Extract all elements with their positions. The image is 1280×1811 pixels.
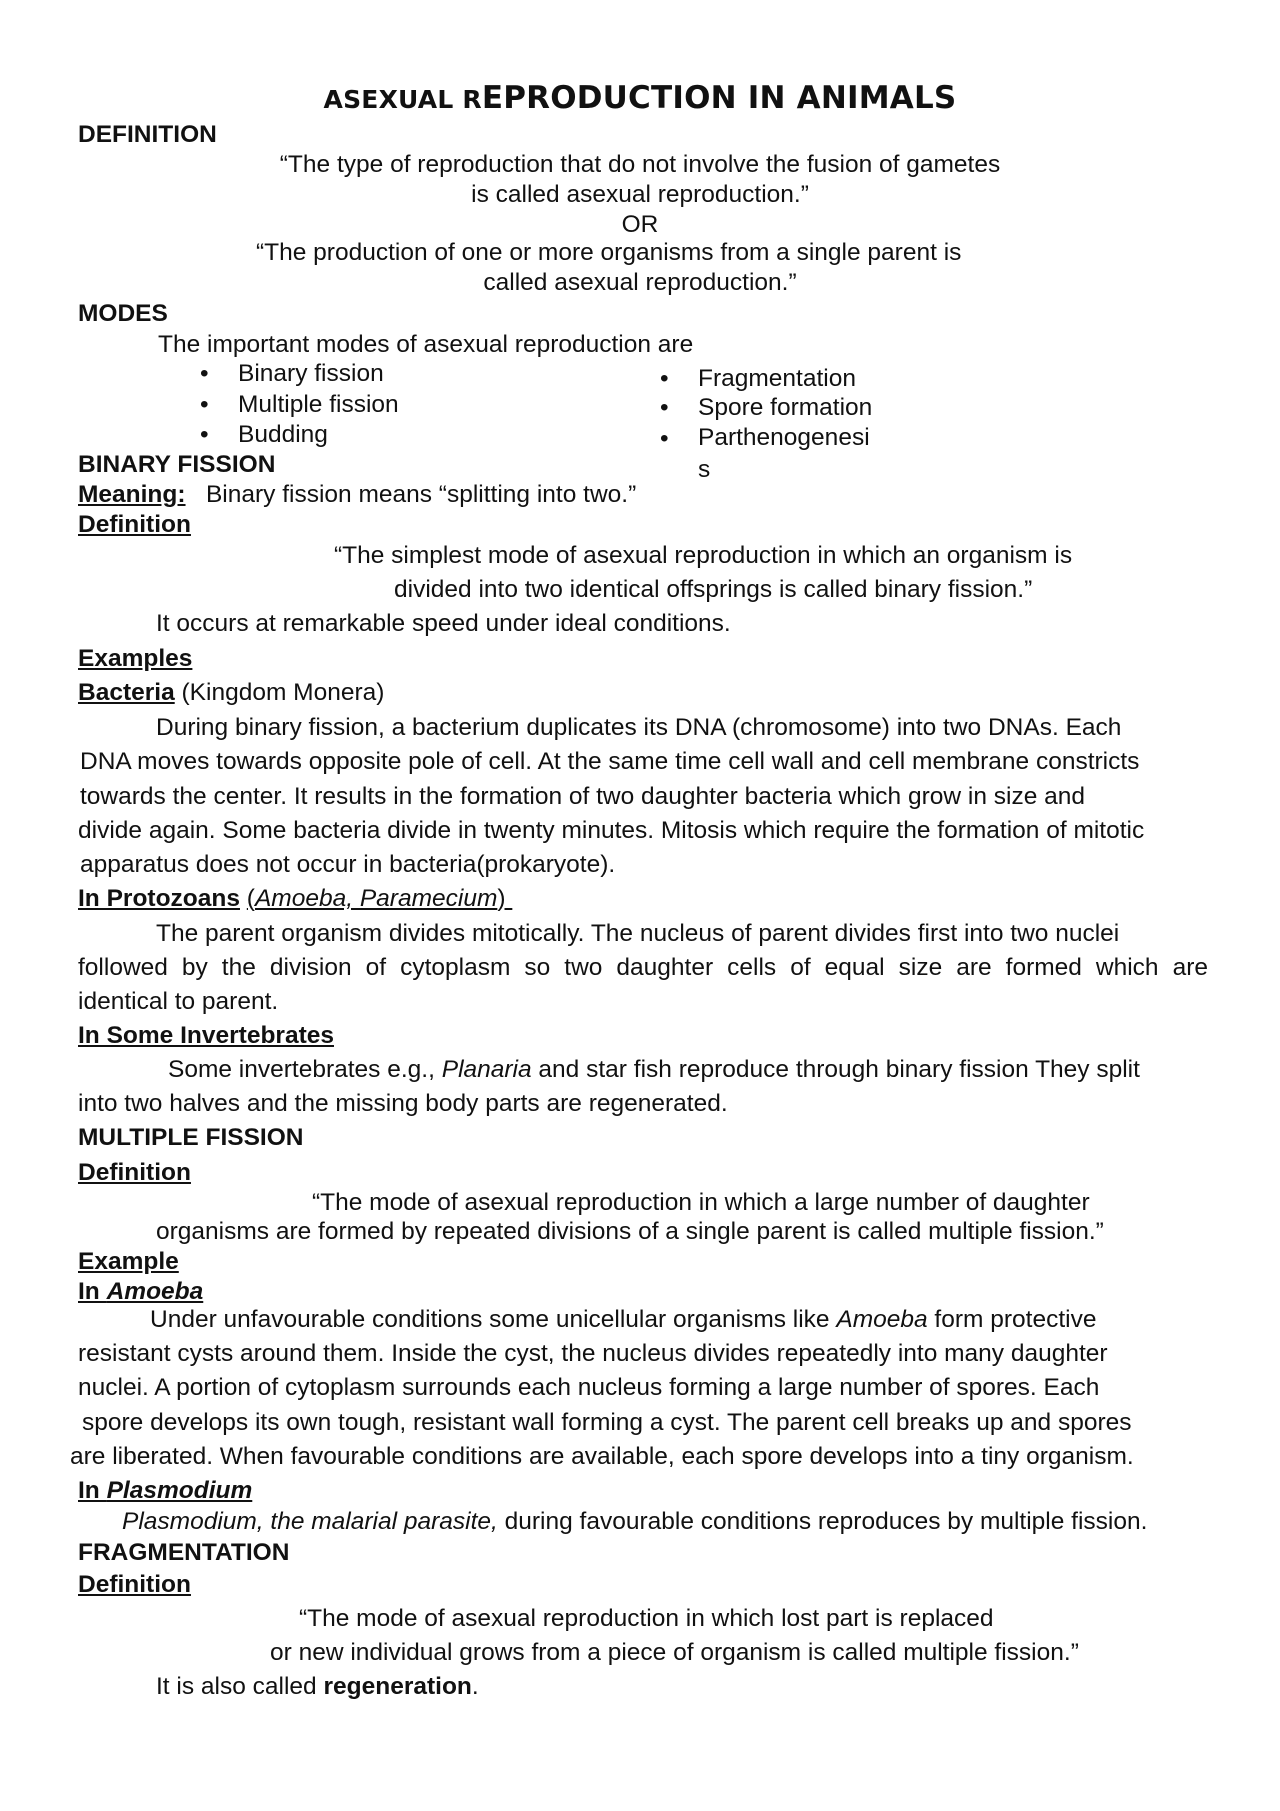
invertebrates-paragraph-line: Some invertebrates e.g., Planaria and star fish reproduce through binary fission They split [168, 1056, 1140, 1083]
invertebrates-paragraph-line: into two halves and the missing body parts are regenerated. [78, 1090, 728, 1117]
bullet-icon: • [200, 391, 209, 418]
definition-heading: DEFINITION [78, 121, 217, 148]
regeneration-note: It is also called regeneration. [156, 1673, 479, 1700]
definition-or: OR [621, 211, 659, 238]
multiple-definition-label: Definition [78, 1159, 191, 1186]
multiple-definition-line: organisms are formed by repeated divisions of a single parent is called multiple fission.” [156, 1218, 1104, 1245]
bullet-icon: • [660, 425, 669, 452]
binary-definition-label: Definition [78, 511, 191, 538]
bacteria-paragraph-line: apparatus does not occur in bacteria(prokaryote). [80, 851, 616, 878]
invertebrates-subheading: In Some Invertebrates [78, 1022, 334, 1049]
list-item: • Fragmentation [660, 362, 856, 396]
bullet-icon: • [660, 365, 669, 392]
binary-speed-note: It occurs at remarkable speed under ideal conditions. [156, 610, 731, 637]
examples-label: Examples [78, 645, 193, 672]
protozoans-paragraph-line: The parent organism divides mitotically. The nucleus of parent divides first into two nuclei [156, 920, 1120, 947]
bacteria-paragraph-line: During binary fission, a bacterium duplicates its DNA (chromosome) into two DNAs. Each [156, 714, 1122, 741]
protozoans-paragraph-line: followed by the division of cytoplasm so two daughter cells of equal size are formed which are [78, 954, 1208, 981]
fragmentation-definition-label: Definition [78, 1571, 191, 1598]
fragmentation-definition-line: or new individual grows from a piece of organism is called multiple fission.” [270, 1639, 1079, 1666]
amoeba-subheading: In Amoeba [78, 1278, 204, 1305]
plasmodium-subheading: In Plasmodium [78, 1477, 253, 1504]
definition-line: “The production of one or more organisms from a single parent is [256, 239, 962, 266]
page-title: ASEXUAL REPRODUCTION IN ANIMALS [323, 80, 957, 116]
definition-line: called asexual reproduction.” [483, 269, 797, 296]
bacteria-paragraph-line: towards the center. It results in the formation of two daughter bacteria which grow in size and [80, 783, 1086, 810]
binary-meaning: Meaning: Binary fission means “splitting into two.” [78, 481, 637, 508]
binary-definition-line: divided into two identical offsprings is called binary fission.” [394, 576, 1033, 603]
amoeba-paragraph-line: nuclei. A portion of cytoplasm surrounds each nucleus forming a large number of spores. Each [78, 1374, 1100, 1401]
list-item: • Budding [200, 418, 328, 452]
amoeba-paragraph-line: are liberated. When favourable conditions are available, each spore develops into a tiny organism. [70, 1443, 1134, 1470]
list-item: • Spore formation [660, 391, 872, 425]
definition-line: is called asexual reproduction.” [471, 181, 809, 208]
protozoans-paragraph-line: identical to parent. [78, 988, 279, 1015]
bacteria-paragraph-line: divide again. Some bacteria divide in twenty minutes. Mitosis which require the formation of mitotic [78, 817, 1145, 844]
plasmodium-paragraph-line: Plasmodium, the malarial parasite, during favourable conditions reproduces by multiple fission. [122, 1508, 1148, 1535]
amoeba-paragraph-line: resistant cysts around them. Inside the cyst, the nucleus divides repeatedly into many daughter [78, 1340, 1108, 1367]
list-item: • Multiple fission [200, 388, 399, 422]
example-label: Example [78, 1248, 179, 1275]
amoeba-paragraph-line: Under unfavourable conditions some unicellular organisms like Amoeba form protective [150, 1306, 1097, 1333]
bullet-icon: • [660, 394, 669, 421]
multiple-definition-line: “The mode of asexual reproduction in which a large number of daughter [312, 1189, 1090, 1216]
binary-definition-line: “The simplest mode of asexual reproduction in which an organism is [334, 542, 1073, 569]
bacteria-subheading: Bacteria (Kingdom Monera) [78, 679, 385, 706]
modes-heading: MODES [78, 300, 168, 327]
multiple-fission-heading: MULTIPLE FISSION [78, 1124, 304, 1151]
list-item: • Parthenogenesis [660, 424, 870, 483]
bacteria-paragraph-line: DNA moves towards opposite pole of cell. At the same time cell wall and cell membrane constricts [80, 748, 1140, 775]
fragmentation-heading: FRAGMENTATION [78, 1539, 290, 1566]
bullet-icon: • [200, 421, 209, 448]
definition-line: “The type of reproduction that do not involve the fusion of gametes [279, 151, 1001, 178]
fragmentation-definition-line: “The mode of asexual reproduction in which lost part is replaced [299, 1605, 994, 1632]
bullet-icon: • [200, 360, 209, 387]
protozoans-subheading: In Protozoans (Amoeba, Paramecium) [78, 885, 513, 912]
binary-fission-heading: BINARY FISSION [78, 448, 275, 482]
modes-intro: The important modes of asexual reproduction are [158, 331, 694, 358]
amoeba-paragraph-line: spore develops its own tough, resistant wall forming a cyst. The parent cell breaks up and spores [82, 1409, 1132, 1436]
list-item: • Binary fission [200, 357, 384, 391]
